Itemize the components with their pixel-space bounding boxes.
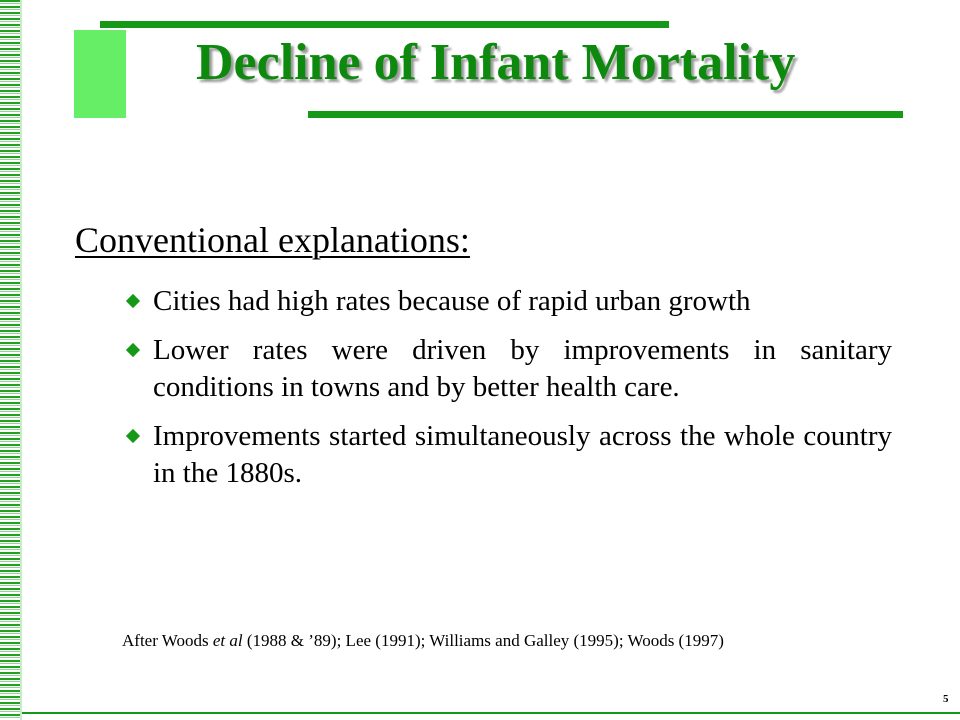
decorative-accent-block bbox=[74, 30, 126, 118]
diamond-icon bbox=[126, 343, 140, 357]
bullet-item bbox=[122, 283, 892, 320]
bullet-item bbox=[122, 332, 892, 406]
decorative-bottom-bar bbox=[308, 111, 903, 118]
diamond-icon bbox=[126, 294, 140, 308]
bottom-rule bbox=[22, 712, 960, 714]
decorative-top-bar bbox=[100, 21, 669, 28]
bullet-text: Lower rates were driven by improvements in sanitary conditions in towns and by better health care. bbox=[153, 334, 892, 403]
citation-prefix: After Woods bbox=[122, 631, 213, 650]
decorative-left-strip bbox=[0, 0, 20, 720]
bullet-text: Cities had high rates because of rapid urban growth bbox=[153, 285, 751, 317]
slide-title: Decline of Infant Mortality bbox=[196, 34, 796, 91]
bullet-text: Improvements started simultaneously across the whole country in the 1880s. bbox=[153, 420, 892, 489]
page-number: 5 bbox=[943, 693, 949, 705]
citation-italic: et al bbox=[212, 631, 243, 650]
diamond-icon bbox=[126, 429, 140, 443]
section-heading: Conventional explanations: bbox=[75, 220, 470, 260]
bullet-item bbox=[122, 418, 892, 492]
citation-suffix: (1988 & ’89); Lee (1991); Williams and Galley (1995); Woods (1997) bbox=[242, 631, 724, 650]
decorative-left-strip-edge bbox=[20, 0, 22, 720]
bullet-list bbox=[122, 283, 892, 504]
citation bbox=[122, 631, 724, 651]
